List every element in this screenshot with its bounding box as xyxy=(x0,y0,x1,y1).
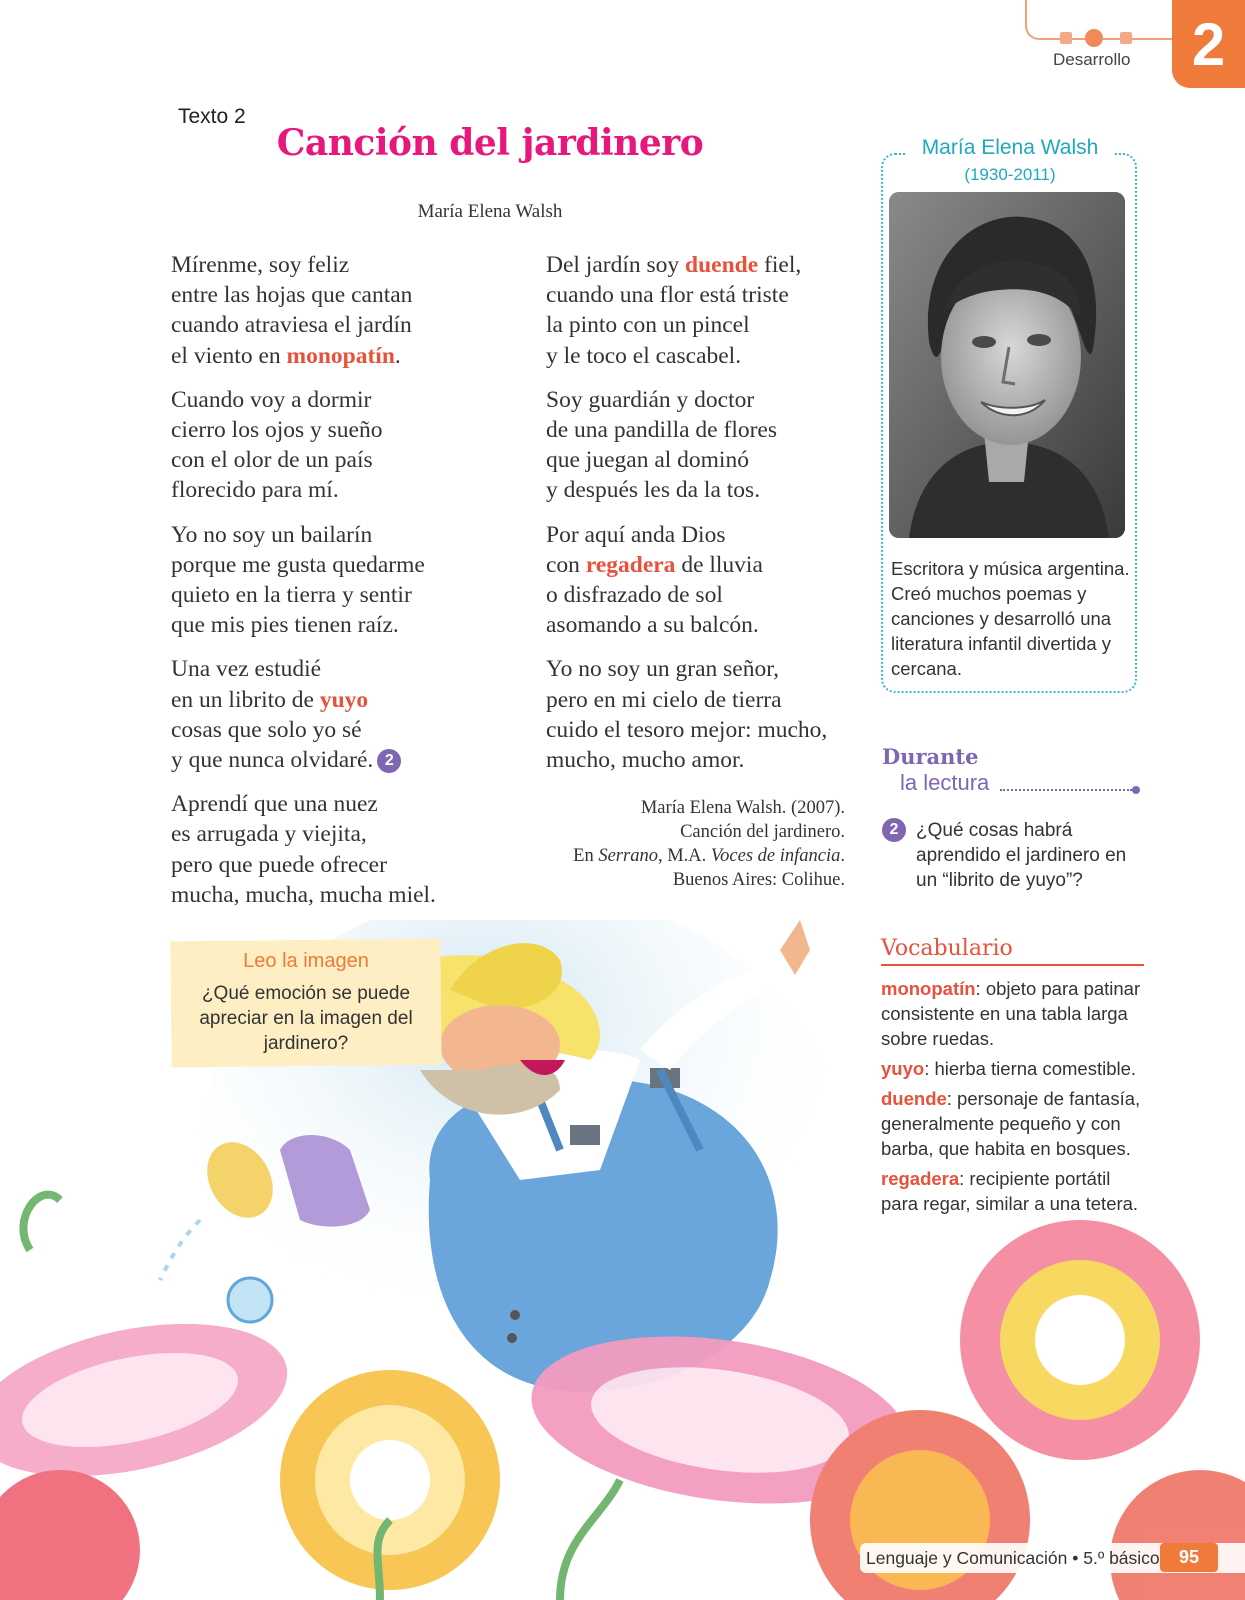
poem-line xyxy=(171,520,501,550)
poem-text: que juegan al dominó xyxy=(546,447,749,474)
poem-text: cuando atraviesa el jardín xyxy=(171,312,412,339)
poem-text: porque me gusta quedarme xyxy=(171,551,425,578)
poem-stanza xyxy=(546,654,876,775)
question-number-badge: 2 xyxy=(377,749,401,773)
poem-line xyxy=(171,715,501,745)
poem-text: con xyxy=(546,551,586,578)
poem-line xyxy=(171,580,501,610)
poem-line xyxy=(171,850,501,880)
poem-right-column xyxy=(546,250,876,789)
poem-stanza xyxy=(171,250,501,371)
poem-line xyxy=(171,550,501,580)
poem-text: asomando a su balcón. xyxy=(546,612,759,639)
author-name: María Elena Walsh xyxy=(905,136,1115,160)
poem-line xyxy=(546,550,876,580)
poem-text: y le toco el cascabel. xyxy=(546,342,742,369)
poem-text: y que nunca olvidaré. xyxy=(171,747,374,774)
poem-line xyxy=(546,385,876,415)
poem-text: el viento en xyxy=(171,342,287,369)
poem-citation xyxy=(535,796,845,892)
dotted-divider xyxy=(1000,789,1132,791)
poem-text: la pinto con un pincel xyxy=(546,312,750,339)
poem-line xyxy=(546,715,876,745)
poem-stanza xyxy=(171,520,501,641)
citation-line: Buenos Aires: Colihue. xyxy=(672,870,845,890)
poem-line xyxy=(546,445,876,475)
vocabulary-title: Vocabulario xyxy=(881,936,1144,966)
vocabulary-term: duende xyxy=(881,1088,947,1109)
poem-text: de lluvia xyxy=(675,551,763,578)
poem-text: florecido para mí. xyxy=(171,477,339,504)
poem-text: Soy guardián y doctor xyxy=(546,386,755,413)
poem-text: pero en mi cielo de tierra xyxy=(546,686,782,713)
section-label: Desarrollo xyxy=(1053,50,1131,69)
vocabulary-definition: : objeto para patinar consistente en una tabla larga sobre ruedas. xyxy=(881,978,1141,1049)
poem-line xyxy=(171,789,501,819)
poem-line xyxy=(171,819,501,849)
vocabulary-word: yuyo xyxy=(319,686,369,713)
during-reading-question: ¿Qué cosas habrá aprendido el jardinero en un “librito de yuyo”? xyxy=(916,820,1127,891)
poem-author: María Elena Walsh xyxy=(417,201,563,222)
vocabulary-term: regadera xyxy=(881,1168,960,1189)
poem-text: cuando una flor está triste xyxy=(546,282,789,309)
poem-line xyxy=(171,310,501,340)
poem-line xyxy=(171,280,501,310)
citation-text: , M.A. xyxy=(657,846,711,866)
poem-line xyxy=(171,745,501,775)
poem-line xyxy=(546,310,876,340)
poem-text: de una pandilla de flores xyxy=(546,417,777,444)
vocabulary-entry xyxy=(881,1086,1146,1161)
citation-text: . xyxy=(840,846,845,866)
poem-text: cosas que solo yo sé xyxy=(171,716,362,743)
poem-line xyxy=(171,654,501,684)
poem-stanza xyxy=(171,654,501,775)
poem-text: o disfrazado de sol xyxy=(546,582,723,609)
vocabulary-definition: : hierba tierna comestible. xyxy=(924,1058,1137,1079)
poem-line xyxy=(546,475,876,505)
track-marker-current xyxy=(1085,29,1103,47)
vocabulary-definition: : recipiente portátil para regar, similar a una tetera. xyxy=(881,1168,1139,1214)
poem-title: Canción del jardinero xyxy=(276,122,704,164)
image-prompt-title: Leo la imagen xyxy=(243,950,369,972)
poem-stanza xyxy=(171,789,501,910)
poem-stanza xyxy=(171,385,501,506)
poem-line xyxy=(546,610,876,640)
poem-text: mucho, mucho amor. xyxy=(546,747,745,774)
poem-stanza xyxy=(546,250,876,371)
poem-text: Aprendí que una nuez xyxy=(171,791,378,818)
poem-text: mucha, mucha, mucha miel. xyxy=(171,881,436,908)
poem-text: fiel, xyxy=(758,252,802,278)
poem-text: Cuando voy a dormir xyxy=(171,386,372,413)
poem-line xyxy=(171,475,501,505)
poem-line xyxy=(546,654,876,684)
poem-line xyxy=(546,580,876,610)
poem-line xyxy=(546,415,876,445)
poem-line xyxy=(171,610,501,640)
poem-stanza xyxy=(546,520,876,641)
poem-text: con el olor de un país xyxy=(171,447,373,474)
poem-line xyxy=(546,250,876,280)
poem-text: Una vez estudié xyxy=(171,656,322,683)
poem-line xyxy=(546,280,876,310)
poem-text: cierro los ojos y sueño xyxy=(171,417,383,444)
poem-text: en un librito de xyxy=(171,686,320,713)
vocabulary-term: yuyo xyxy=(881,1058,925,1079)
author-bio: Escritora y música argentina. Creó muchos poemas y canciones y desarrolló una literatura infantil divertida y cercana. xyxy=(891,558,1130,679)
poem-line xyxy=(546,520,876,550)
poem-text: Del jardín soy xyxy=(546,252,686,278)
citation-line: María Elena Walsh. (2007). xyxy=(640,798,845,818)
unit-number-tab: 2 xyxy=(1172,0,1245,88)
poem-line xyxy=(171,880,501,910)
poem-line xyxy=(171,385,501,415)
poem-line xyxy=(171,685,501,715)
vocabulary-word: regadera xyxy=(585,551,676,578)
track-marker xyxy=(1060,32,1072,44)
poem-line xyxy=(546,341,876,371)
poem-line xyxy=(171,445,501,475)
poem-text: quieto en la tierra y sentir xyxy=(171,582,412,609)
during-reading-title: Durante xyxy=(882,744,979,769)
poem-left-column xyxy=(171,250,501,924)
poem-text: pero que puede ofrecer xyxy=(171,851,387,878)
citation-line: Canción del jardinero. xyxy=(680,822,845,842)
during-reading-subtitle: la lectura xyxy=(900,770,990,795)
vocabulary-entry xyxy=(881,1056,1146,1081)
author-years: (1930-2011) xyxy=(964,165,1056,184)
vocabulary-term: monopatín xyxy=(881,978,976,999)
poem-line xyxy=(546,745,876,775)
poem-text: cuido el tesoro mejor: mucho, xyxy=(546,716,828,743)
page-number: 95 xyxy=(1160,1543,1218,1572)
poem-text: . xyxy=(394,342,401,369)
vocabulary-word: duende xyxy=(685,252,759,278)
vocabulary-definition: : personaje de fantasía, generalmente pequeño y con barba, que habita en bosques. xyxy=(881,1088,1141,1159)
track-marker xyxy=(1120,32,1132,44)
poem-text: Yo no soy un gran señor, xyxy=(546,656,779,683)
citation-text: En xyxy=(573,846,599,866)
divider-end-dot xyxy=(1132,786,1140,794)
poem-text: y después les da la tos. xyxy=(546,477,761,504)
poem-text: entre las hojas que cantan xyxy=(171,282,413,309)
poem-text: que mis pies tienen raíz. xyxy=(171,612,399,639)
citation-book-title: Voces de infancia xyxy=(710,846,841,866)
citation-line xyxy=(535,844,845,868)
citation-editor: Serrano xyxy=(598,846,658,866)
poem-text: Yo no soy un bailarín xyxy=(171,521,373,548)
image-prompt-question: ¿Qué emoción se puede apreciar en la imagen del jardinero? xyxy=(199,983,413,1054)
poem-line xyxy=(171,415,501,445)
vocabulary-entry xyxy=(881,1166,1146,1216)
poem-text: es arrugada y viejita, xyxy=(171,821,367,848)
author-portrait-photo xyxy=(889,192,1125,538)
poem-line xyxy=(171,341,501,371)
poem-line xyxy=(171,250,501,280)
vocabulary-list xyxy=(881,976,1146,1221)
footer-subject: Lenguaje y Comunicación • 5.º básico xyxy=(866,1548,1160,1568)
question-number-badge: 2 xyxy=(882,818,906,842)
poem-text: Mírenme, soy feliz xyxy=(171,252,350,278)
vocabulary-word: monopatín xyxy=(286,342,395,369)
poem-text: Por aquí anda Dios xyxy=(546,521,726,548)
text-label: Texto 2 xyxy=(178,105,246,128)
poem-stanza xyxy=(546,385,876,506)
vocabulary-entry xyxy=(881,976,1146,1051)
poem-line xyxy=(546,685,876,715)
